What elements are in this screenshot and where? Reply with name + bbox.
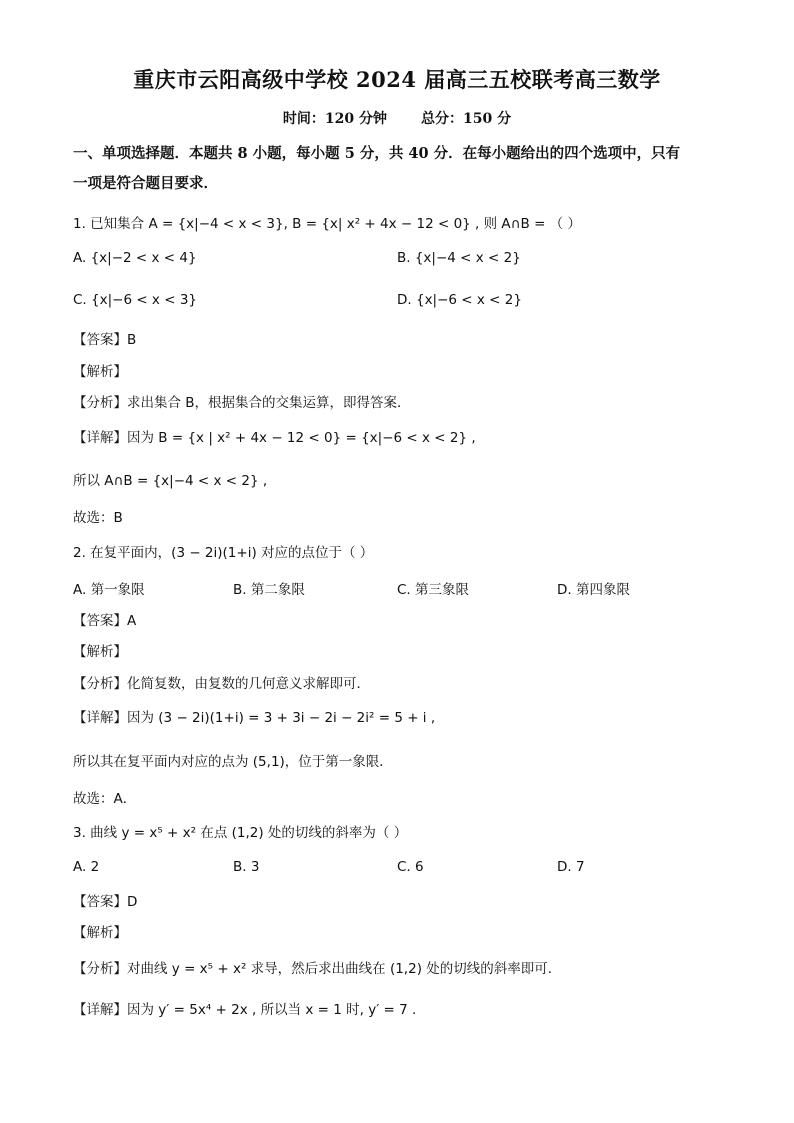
q1-detail: 【详解】因为 B = {x | x² + 4x − 12 < 0} = {x|−6 < x < 2} , [73, 430, 476, 446]
q1-analysis-label: 【解析】 [73, 364, 127, 380]
q1-option-a: A. {x|−2 < x < 4} [73, 250, 197, 266]
q2-analysis-label: 【解析】 [73, 644, 127, 660]
page-title: 重庆市云阳高级中学校 2024 届高三五校联考高三数学 [133, 67, 661, 92]
q3-option-a: A. 2 [73, 859, 100, 875]
q1-option-d: D. {x|−6 < x < 2} [397, 292, 522, 308]
q3-detail: 【详解】因为 y′ = 5x⁴ + 2x , 所以当 x = 1 时, y′ = 7 . [73, 1002, 417, 1018]
q1-analysis: 【分析】求出集合 B，根据集合的交集运算，即得答案． [73, 395, 411, 411]
q2-analysis: 【分析】化简复数，由复数的几何意义求解即可． [73, 676, 370, 692]
q3-stem: 3. 曲线 y = x⁵ + x² 在点 (1,2) 处的切线的斜率为（ ） [73, 825, 408, 841]
q1-detail-2: 所以 A∩B = {x|−4 < x < 2} , [73, 473, 268, 489]
q2-stem: 2. 在复平面内，(3 − 2i)(1+i) 对应的点位于（ ） [73, 545, 374, 561]
q3-option-b: B. 3 [233, 859, 260, 875]
q1-answer: 【答案】B [73, 332, 137, 348]
q3-option-d: D. 7 [557, 859, 585, 875]
q1-stem: 1. 已知集合 A = {x|−4 < x < 3}, B = {x| x² + 4x − 12 < 0} , 则 A∩B = （ ） [73, 216, 581, 232]
q3-analysis-label: 【解析】 [73, 925, 127, 941]
q2-option-a: A. 第一象限 [73, 582, 145, 598]
q1-option-c: C. {x|−6 < x < 3} [73, 292, 197, 308]
q2-detail-2: 所以其在复平面内对应的点为 (5,1)，位于第一象限． [73, 754, 393, 770]
exam-info [0, 108, 794, 128]
q2-option-d: D. 第四象限 [557, 582, 630, 598]
q2-option-c: C. 第三象限 [397, 582, 470, 598]
section-heading-line2: 一项是符合题目要求． [73, 175, 218, 192]
exam-time: 时间：120 分钟 [282, 111, 387, 127]
q3-option-c: C. 6 [397, 859, 424, 875]
q1-choice: 故选：B [73, 510, 123, 526]
q2-option-b: B. 第二象限 [233, 582, 305, 598]
q3-analysis: 【分析】对曲线 y = x⁵ + x² 求导，然后求出曲线在 (1,2) 处的切线的斜率即可． [73, 961, 562, 977]
q1-option-b: B. {x|−4 < x < 2} [397, 250, 521, 266]
section-heading-line1: 一、单项选择题．本题共 8 小题，每小题 5 分，共 40 分．在每小题给出的四个选项中，只有 [73, 145, 681, 162]
q2-choice: 故选：A． [73, 791, 137, 807]
q3-answer: 【答案】D [73, 894, 138, 910]
q2-answer: 【答案】A [73, 613, 137, 629]
q2-detail: 【详解】因为 (3 − 2i)(1+i) = 3 + 3i − 2i − 2i² = 5 + i , [73, 710, 436, 726]
exam-score: 总分：150 分 [421, 111, 512, 127]
